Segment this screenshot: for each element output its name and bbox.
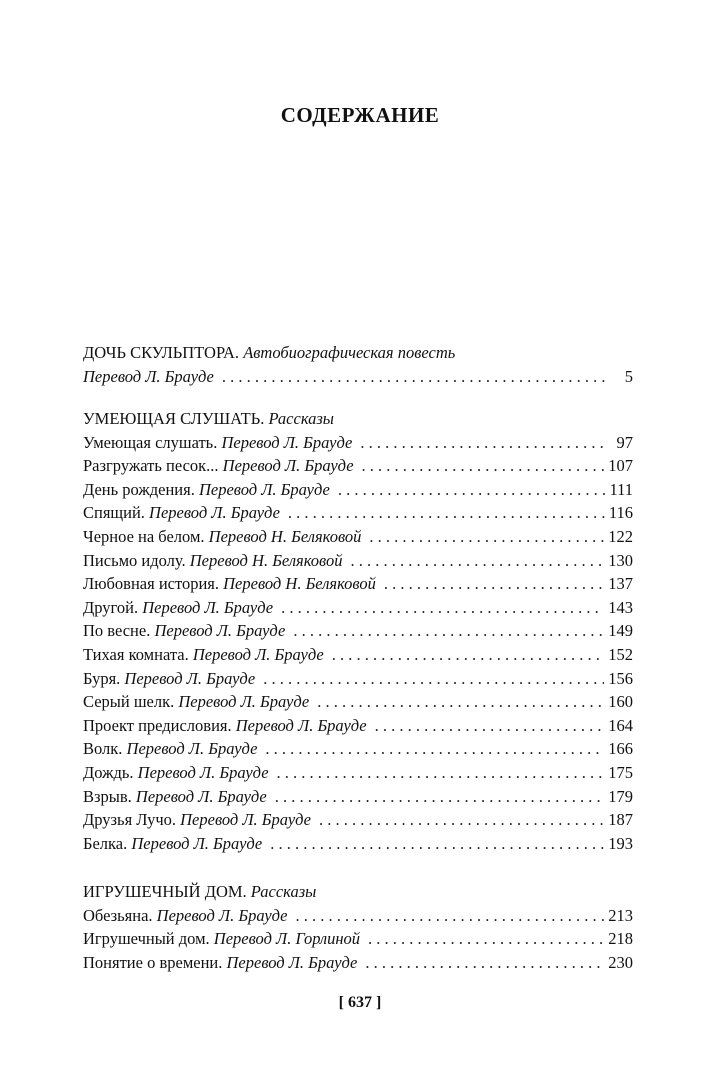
toc-entry[interactable] [83, 431, 633, 455]
entry-page: 97 [616, 432, 633, 452]
entry-translator: Перевод Л. Брауде [135, 786, 267, 806]
dot-leader [275, 785, 604, 809]
entry-page: 152 [608, 644, 633, 664]
section-title: ИГРУШЕЧНЫЙ ДОМ. [83, 882, 247, 901]
dot-leader [270, 832, 604, 856]
entry-page: 179 [608, 786, 633, 806]
entry-title: Взрыв. [83, 786, 132, 806]
entry-page: 111 [609, 479, 633, 499]
page-number: [ 637 ] [338, 994, 382, 1011]
entry-translator: Перевод Л. Брауде [226, 952, 358, 972]
entry-page: 137 [608, 574, 633, 594]
dot-leader [368, 927, 604, 951]
entry-title: Любовная история. [83, 574, 220, 594]
entry-translator: Перевод Н. Беляковой [223, 574, 376, 594]
toc-entry[interactable] [83, 454, 633, 478]
entry-title: Понятие о времени. [83, 952, 223, 972]
toc-entry[interactable] [83, 808, 633, 832]
entry-page: 122 [608, 526, 633, 546]
page-title: СОДЕРЖАНИЕ [280, 103, 440, 127]
entry-translator: Перевод Л. Брауде [149, 503, 280, 523]
dot-leader [375, 714, 605, 738]
entry-title: Разгружать песок... [83, 456, 219, 476]
entry-title: Умеющая слушать. [83, 432, 218, 452]
toc-entry[interactable] [83, 501, 633, 525]
entry-title: Тихая комната. [83, 644, 189, 664]
section-note: Рассказы [250, 882, 317, 901]
entry-translator: Перевод Н. Беляковой [189, 550, 343, 570]
entry-page: 5 [624, 366, 633, 386]
dot-leader [281, 596, 604, 620]
entry-page: 193 [608, 833, 633, 853]
section-title: ДОЧЬ СКУЛЬПТОРА. [83, 343, 240, 362]
toc-entry[interactable] [83, 904, 633, 928]
toc-entry[interactable] [83, 737, 633, 761]
dot-leader [365, 951, 604, 975]
entry-page: 116 [608, 503, 633, 523]
entry-title: Дождь. [83, 762, 134, 782]
entry-translator: Перевод Л. Брауде [126, 739, 258, 759]
entry-page: 175 [608, 762, 633, 782]
entry-translator: Перевод Л. Брауде [198, 479, 330, 499]
entry-page: 218 [608, 929, 633, 949]
entry-title: Спящий. [83, 503, 145, 523]
entry-translator: Перевод Н. Беляковой [208, 526, 362, 546]
entry-title: Другой. [83, 597, 139, 617]
entry-title: Волк. [83, 739, 123, 759]
toc-entry[interactable] [83, 667, 633, 691]
dot-leader [351, 549, 605, 573]
entry-translator: Перевод Л. Брауде [235, 715, 367, 735]
toc-section-1 [83, 341, 633, 388]
entry-translator: Перевод Л. Брауде [124, 668, 256, 688]
entry-page: 160 [608, 692, 633, 712]
entry-title: Черное на белом. [83, 526, 205, 546]
dot-leader [319, 808, 604, 832]
dot-leader [222, 365, 605, 389]
entry-title: Проект предисловия. [83, 715, 232, 735]
toc-entry[interactable] [83, 619, 633, 643]
entry-translator: Перевод Л. Брауде [156, 905, 288, 925]
entry-page: 230 [608, 952, 633, 972]
section-heading [83, 341, 633, 365]
entry-translator: Перевод Л. Брауде [142, 597, 274, 617]
dot-leader [332, 643, 605, 667]
dot-leader [293, 619, 604, 643]
toc-section-3 [83, 880, 633, 974]
entry-translator: Перевод Л. Брауде [180, 810, 311, 830]
toc-entry[interactable] [83, 951, 633, 975]
toc-entry[interactable] [83, 365, 633, 389]
dot-leader [263, 667, 604, 691]
entry-title: Белка. [83, 833, 128, 853]
entry-title: День рождения. [83, 479, 195, 499]
entry-translator: Перевод Л. Брауде [192, 644, 324, 664]
toc-entry[interactable] [83, 832, 633, 856]
entry-title: Игрушечный дом. [83, 929, 210, 949]
toc-entry[interactable] [83, 761, 633, 785]
dot-leader [265, 737, 604, 761]
dot-leader [338, 478, 605, 502]
section-heading [83, 880, 633, 904]
entry-page: 213 [608, 905, 633, 925]
entry-title: Письмо идолу. [83, 550, 186, 570]
entry-page: 130 [608, 550, 633, 570]
dot-leader [360, 431, 605, 455]
toc-entry[interactable] [83, 785, 633, 809]
toc-entry[interactable] [83, 927, 633, 951]
toc-entry[interactable] [83, 690, 633, 714]
entry-title: Серый шелк. [83, 692, 175, 712]
section-note: Автобиографическая повесть [243, 343, 456, 362]
section-note: Рассказы [268, 409, 334, 428]
entry-translator: Перевод Л. Брауде [137, 762, 269, 782]
toc-entry[interactable] [83, 478, 633, 502]
entry-page: 164 [608, 715, 633, 735]
dot-leader [369, 525, 604, 549]
dot-leader [288, 501, 605, 525]
entry-translator: Перевод Л. Горлиной [213, 929, 361, 949]
entry-translator: Перевод Л. Брауде [154, 621, 286, 641]
section-title: УМЕЮЩАЯ СЛУШАТЬ. [83, 409, 265, 428]
entry-page: 107 [608, 456, 633, 476]
dot-leader [317, 690, 604, 714]
entry-title: Друзья Лучо. [83, 810, 176, 830]
entry-title: Буря. [83, 668, 121, 688]
entry-page: 149 [608, 621, 633, 641]
entry-translator: Перевод Л. Брауде [222, 456, 354, 476]
dot-leader [362, 454, 605, 478]
toc-entry[interactable] [83, 572, 633, 596]
entry-title: Обезьяна. [83, 905, 153, 925]
entry-translator: Перевод Л. Брауде [83, 366, 214, 386]
entry-page: 143 [608, 597, 633, 617]
entry-page: 166 [608, 739, 633, 759]
entry-title: По весне. [83, 621, 151, 641]
entry-translator: Перевод Л. Брауде [221, 432, 353, 452]
dot-leader [296, 904, 605, 928]
toc-entry[interactable] [83, 714, 633, 738]
entry-translator: Перевод Л. Брауде [131, 833, 263, 853]
dot-leader [277, 761, 605, 785]
entry-page: 156 [608, 668, 633, 688]
entry-page: 187 [608, 810, 633, 830]
toc-entry[interactable] [83, 525, 633, 549]
entry-translator: Перевод Л. Брауде [178, 692, 310, 712]
section-heading [83, 407, 633, 431]
toc-entry[interactable] [83, 643, 633, 667]
toc-section-2 [83, 407, 633, 855]
toc-entry[interactable] [83, 596, 633, 620]
dot-leader [384, 572, 604, 596]
toc-entry[interactable] [83, 549, 633, 573]
